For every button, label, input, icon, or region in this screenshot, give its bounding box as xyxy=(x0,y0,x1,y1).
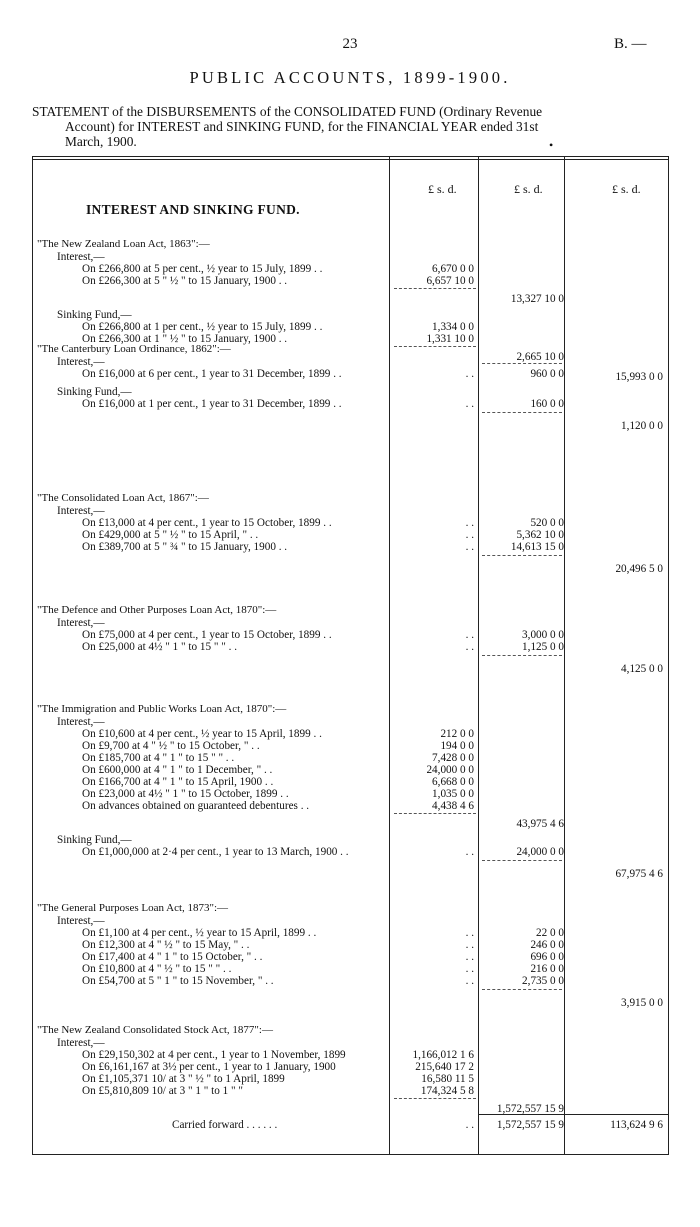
entry-description: On £185,700 at 4 " 1 " to 15 " " . . xyxy=(82,752,235,764)
act-total: 1,120 0 0 xyxy=(621,420,663,432)
statement-line: March, 1900. xyxy=(65,134,137,149)
carried-forward-col2: 1,572,557 15 9 xyxy=(496,1119,564,1131)
act-total-rule xyxy=(482,363,562,364)
subtotal-rule xyxy=(394,288,476,289)
amount-col1: 194 0 0 xyxy=(440,740,474,752)
entry-description: On £266,300 at 1 " ½ " to 15 January, 1900 . . xyxy=(82,333,288,345)
act-total: 4,125 0 0 xyxy=(621,663,663,675)
act-title: "The Immigration and Public Works Loan Act, 1870":— xyxy=(37,703,287,715)
subtotal-col2: 43,975 4 6 xyxy=(516,818,564,830)
entry-description: On £17,400 at 4 " 1 " to 15 October, " . . xyxy=(82,951,263,963)
column-rule xyxy=(478,156,479,1154)
entry-description: On £23,000 at 4½ " 1 " to 15 October, 1899 . . xyxy=(82,788,289,800)
entry-description: On £54,700 at 5 " 1 " to 15 November, " . . xyxy=(82,975,274,987)
act-total-rule xyxy=(482,860,562,861)
subtotal-col2: 13,327 10 0 xyxy=(510,293,564,305)
column-header: £ s. d. xyxy=(514,182,543,196)
column-rule xyxy=(668,156,669,1154)
amount-col2: 24,000 0 0 xyxy=(516,846,564,858)
entry-description: On £75,000 at 4 per cent., 1 year to 15 October, 1899 . . xyxy=(82,629,332,641)
amount-col2: 160 0 0 xyxy=(530,398,564,410)
amount-col1: . . xyxy=(465,541,474,553)
table-top-rule-double xyxy=(32,159,669,160)
amount-col1: . . xyxy=(465,398,474,410)
page-number: 23 xyxy=(342,36,358,52)
amount-col1: 4,438 4 6 xyxy=(432,800,474,812)
entry-description: On £5,810,809 10/ at 3 " 1 " to 1 " " xyxy=(82,1085,243,1097)
ink-dot: • xyxy=(549,138,554,152)
column-header: £ s. d. xyxy=(428,182,457,196)
entry-description: On £266,300 at 5 " ½ " to 15 January, 1900 . . xyxy=(82,275,288,287)
amount-col2: 2,735 0 0 xyxy=(522,975,564,987)
statement-line: STATEMENT of the DISBURSEMENTS of the CONSOLIDATED FUND (Ordinary Revenue xyxy=(32,104,543,119)
amount-col2: 246 0 0 xyxy=(530,939,564,951)
act-title: "The General Purposes Loan Act, 1873":— xyxy=(37,902,229,914)
entry-description: On £13,000 at 4 per cent., 1 year to 15 October, 1899 . . xyxy=(82,517,332,529)
amount-col1: 174,324 5 8 xyxy=(420,1085,474,1097)
entry-description: On £29,150,302 at 4 per cent., 1 year to 1 November, 1899 xyxy=(82,1049,346,1061)
amount-col1: 16,580 11 5 xyxy=(421,1073,474,1085)
act-total: 15,993 0 0 xyxy=(615,371,663,383)
amount-col2: 1,125 0 0 xyxy=(522,641,564,653)
subtotal-rule xyxy=(394,346,476,347)
document-title: PUBLIC ACCOUNTS, 1899-1900. xyxy=(189,68,511,87)
entry-description: On £600,000 at 4 " 1 " to 1 December, " . . xyxy=(82,764,273,776)
amount-col1: 215,640 17 2 xyxy=(415,1061,474,1073)
amount-col1: 24,000 0 0 xyxy=(426,764,474,776)
table-bottom-rule xyxy=(32,1154,669,1155)
amount-col1: 7,428 0 0 xyxy=(432,752,474,764)
group-label: Interest,— xyxy=(57,915,105,927)
group-label: Interest,— xyxy=(57,716,105,728)
group-label: Interest,— xyxy=(57,1037,105,1049)
statement-heading xyxy=(32,104,672,149)
subtotal-rule xyxy=(394,1098,476,1099)
amount-col1: . . xyxy=(465,975,474,987)
page-code: B. — xyxy=(614,36,647,52)
entry-description: On £266,800 at 1 per cent., ½ year to 15 July, 1899 . . xyxy=(82,321,323,333)
act-title: "The Defence and Other Purposes Loan Act, 1870":— xyxy=(37,604,277,616)
column-rule xyxy=(564,156,565,1154)
table-top-rule xyxy=(32,156,669,157)
amount-col1: 1,166,012 1 6 xyxy=(412,1049,474,1061)
amount-col1: . . xyxy=(465,629,474,641)
amount-col1: . . xyxy=(465,368,474,380)
entry-description: On £1,000,000 at 2·4 per cent., 1 year to 13 March, 1900 . . xyxy=(82,846,349,858)
entry-description: On £166,700 at 4 " 1 " to 15 April, 1900 . . xyxy=(82,776,274,788)
act-total: 20,496 5 0 xyxy=(615,563,663,575)
entry-description: On £16,000 at 6 per cent., 1 year to 31 December, 1899 . . xyxy=(82,368,342,380)
amount-col2: 520 0 0 xyxy=(530,517,564,529)
group-label: Sinking Fund,— xyxy=(57,834,132,846)
group-label: Interest,— xyxy=(57,617,105,629)
entry-description: On £12,300 at 4 " ½ " to 15 May, " . . xyxy=(82,939,250,951)
amount-col1: . . xyxy=(465,927,474,939)
group-label: Interest,— xyxy=(57,356,105,368)
act-title: "The Consolidated Loan Act, 1867":— xyxy=(37,492,209,504)
carried-forward-col1: . . xyxy=(465,1119,474,1131)
amount-col1: 6,668 0 0 xyxy=(432,776,474,788)
amount-col2: 5,362 10 0 xyxy=(516,529,564,541)
amount-col2: 14,613 15 0 xyxy=(510,541,564,553)
statement-line: Account) for INTEREST and SINKING FUND, for the FINANCIAL YEAR ended 31st xyxy=(65,119,539,134)
group-label: Interest,— xyxy=(57,505,105,517)
section-heading: INTEREST AND SINKING FUND. xyxy=(86,202,300,217)
act-total: 67,975 4 6 xyxy=(615,868,663,880)
carried-forward-label: Carried forward . . . . . . xyxy=(172,1119,278,1131)
entry-description: On £1,100 at 4 per cent., ½ year to 15 April, 1899 . . xyxy=(82,927,317,939)
amount-col1: . . xyxy=(465,939,474,951)
column-rule xyxy=(32,156,33,1154)
entry-description: On £10,800 at 4 " ½ " to 15 " " . . xyxy=(82,963,232,975)
amount-col1: . . xyxy=(465,641,474,653)
subtotal-rule xyxy=(394,813,476,814)
amount-col1: 212 0 0 xyxy=(440,728,474,740)
entry-description: On advances obtained on guaranteed debentures . . xyxy=(82,800,310,812)
entry-description: On £1,105,371 10/ at 3 " ½ " to 1 April, 1899 xyxy=(82,1073,285,1085)
act-total-rule xyxy=(482,989,562,990)
act-title: "The Canterbury Loan Ordinance, 1862":— xyxy=(37,343,231,355)
entry-description: On £429,000 at 5 " ½ " to 15 April, " . . xyxy=(82,529,259,541)
amount-col1: 6,657 10 0 xyxy=(426,275,474,287)
amount-col1: . . xyxy=(465,951,474,963)
group-label: Sinking Fund,— xyxy=(57,386,132,398)
subtotal-col2: 2,665 10 0 xyxy=(516,351,564,363)
act-total-rule xyxy=(482,655,562,656)
amount-col2: 216 0 0 xyxy=(530,963,564,975)
amount-col1: 6,670 0 0 xyxy=(432,263,474,275)
amount-col2: 696 0 0 xyxy=(530,951,564,963)
amount-col1: . . xyxy=(465,517,474,529)
entry-description: On £389,700 at 5 " ¾ " to 15 January, 1900 . . xyxy=(82,541,288,553)
group-label: Interest,— xyxy=(57,251,105,263)
entry-description: On £16,000 at 1 per cent., 1 year to 31 December, 1899 . . xyxy=(82,398,342,410)
amount-col1: . . xyxy=(465,846,474,858)
subtotal-col2: 1,572,557 15 9 xyxy=(496,1103,564,1115)
act-total-rule xyxy=(482,412,562,413)
group-label: Sinking Fund,— xyxy=(57,309,132,321)
column-header: £ s. d. xyxy=(612,182,641,196)
amount-col1: 1,331 10 0 xyxy=(426,333,474,345)
amount-col2: 22 0 0 xyxy=(536,927,564,939)
act-total: 3,915 0 0 xyxy=(621,997,663,1009)
carried-forward-col3: 113,624 9 6 xyxy=(610,1119,663,1131)
column-rule xyxy=(389,156,390,1154)
carried-forward-rule xyxy=(478,1114,668,1115)
amount-col1: . . xyxy=(465,529,474,541)
amount-col1: 1,334 0 0 xyxy=(432,321,474,333)
entry-description: On £10,600 at 4 per cent., ½ year to 15 April, 1899 . . xyxy=(82,728,322,740)
amount-col1: . . xyxy=(465,963,474,975)
act-title: "The New Zealand Consolidated Stock Act, 1877":— xyxy=(37,1024,273,1036)
entry-description: On £9,700 at 4 " ½ " to 15 October, " . . xyxy=(82,740,260,752)
entry-description: On £6,161,167 at 3½ per cent., 1 year to 1 January, 1900 xyxy=(82,1061,336,1073)
entry-description: On £25,000 at 4½ " 1 " to 15 " " . . xyxy=(82,641,237,653)
entry-description: On £266,800 at 5 per cent., ½ year to 15 July, 1899 . . xyxy=(82,263,323,275)
amount-col2: 960 0 0 xyxy=(530,368,564,380)
accounts-table xyxy=(32,156,669,1156)
act-total-rule xyxy=(482,555,562,556)
amount-col1: 1,035 0 0 xyxy=(432,788,474,800)
amount-col2: 3,000 0 0 xyxy=(522,629,564,641)
act-title: "The New Zealand Loan Act, 1863":— xyxy=(37,238,210,250)
